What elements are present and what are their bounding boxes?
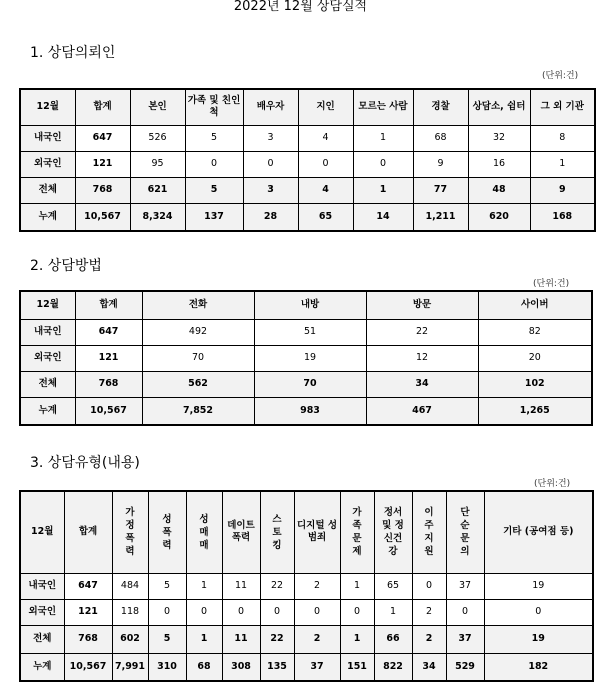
cell: 8 [530,125,595,151]
header-cell: 전화 [142,291,254,319]
row-header: 누계 [20,203,75,231]
cell: 28 [243,203,298,231]
header-cell [340,491,374,573]
row-header: 외국인 [20,599,64,625]
cell: 2 [412,625,446,653]
cell: 10,567 [64,653,112,681]
row-header: 외국인 [20,345,75,371]
cell: 1 [353,177,413,203]
header-cell: 본인 [130,89,185,125]
cell: 1 [374,599,412,625]
table-row [20,345,592,371]
row-header: 외국인 [20,151,75,177]
methods-table [19,290,593,426]
cell: 168 [530,203,595,231]
header-cell [186,491,222,573]
table-row [20,151,595,177]
cell: 5 [148,625,186,653]
cell: 10,567 [75,397,142,425]
cell: 526 [130,125,185,151]
cell: 768 [75,371,142,397]
row-header: 내국인 [20,573,64,599]
cell: 70 [254,371,366,397]
cell: 11 [222,625,260,653]
section-heading-methods: 2. 상담방법 [30,258,102,274]
cell: 0 [298,151,353,177]
header-cell: 배우자 [243,89,298,125]
cell: 37 [446,573,484,599]
cell: 1,265 [478,397,592,425]
cell: 492 [142,319,254,345]
cell: 22 [260,573,294,599]
cell: 0 [243,151,298,177]
cell: 66 [374,625,412,653]
cell: 70 [142,345,254,371]
row-header: 누계 [20,653,64,681]
table-row [20,625,593,653]
cell: 19 [484,573,593,599]
table-row [20,397,592,425]
row-header: 전체 [20,177,75,203]
header-label: 성폭력 [162,513,172,551]
cell: 20 [478,345,592,371]
header-label: 스토킹 [272,513,282,551]
cell: 8,324 [130,203,185,231]
cell: 467 [366,397,478,425]
cell: 1 [186,625,222,653]
cell: 51 [254,319,366,345]
cell: 68 [413,125,468,151]
cell: 11 [222,573,260,599]
cell: 1,211 [413,203,468,231]
cell: 118 [112,599,148,625]
header-cell: 합계 [75,291,142,319]
cell: 529 [446,653,484,681]
cell: 12 [366,345,478,371]
header-cell: 그 외 기관 [530,89,595,125]
cell: 151 [340,653,374,681]
header-label: 가정폭력 [125,507,135,558]
cell: 135 [260,653,294,681]
page-title: 2022년 12월 상담실적 [233,0,368,14]
header-cell: 상담소, 쉼터 [468,89,530,125]
unit-label-3: (단위:건) [534,479,571,489]
row-header: 내국인 [20,125,75,151]
header-cell [260,491,294,573]
cell: 9 [530,177,595,203]
section-heading-types: 3. 상담유형(내용) [30,455,140,471]
header-cell: 내방 [254,291,366,319]
cell: 82 [478,319,592,345]
cell: 48 [468,177,530,203]
unit-label-2: (단위:건) [533,279,570,289]
cell: 484 [112,573,148,599]
cell: 3 [243,125,298,151]
cell: 77 [413,177,468,203]
cell: 19 [254,345,366,371]
row-header: 내국인 [20,319,75,345]
header-label: 정서 및 정신건강 [382,507,404,558]
header-label: 이주지원 [424,507,434,558]
table-header-row [20,491,593,573]
cell: 0 [484,599,593,625]
cell: 37 [294,653,340,681]
row-header: 전체 [20,371,75,397]
cell: 620 [468,203,530,231]
cell: 16 [468,151,530,177]
header-cell: 사이버 [478,291,592,319]
cell: 5 [185,177,243,203]
cell: 10,567 [75,203,130,231]
unit-label-1: (단위:건) [542,71,579,81]
cell: 1 [353,125,413,151]
header-cell: 가족 및 친인척 [185,89,243,125]
header-cell [374,491,412,573]
header-cell: 기타 (공여점 등) [484,491,593,573]
table-header-row [20,291,592,319]
section-heading-clients: 1. 상담의뢰인 [30,45,116,61]
cell: 34 [412,653,446,681]
cell: 0 [148,599,186,625]
table-row [20,653,593,681]
cell: 0 [340,599,374,625]
cell: 0 [222,599,260,625]
cell: 983 [254,397,366,425]
clients-table [19,88,596,232]
cell: 102 [478,371,592,397]
header-cell: 데이트 폭력 [222,491,260,573]
header-cell: 모르는 사람 [353,89,413,125]
cell: 65 [374,573,412,599]
header-cell: 방문 [366,291,478,319]
cell: 7,991 [112,653,148,681]
cell: 822 [374,653,412,681]
row-header: 전체 [20,625,64,653]
cell: 65 [298,203,353,231]
cell: 19 [484,625,593,653]
table-row [20,573,593,599]
cell: 22 [366,319,478,345]
cell: 3 [243,177,298,203]
types-table [19,490,594,682]
cell: 647 [75,319,142,345]
cell: 121 [75,151,130,177]
cell: 0 [412,573,446,599]
header-label: 성매매 [199,513,209,551]
cell: 5 [185,125,243,151]
table-row [20,599,593,625]
header-cell: 디지털 성범죄 [294,491,340,573]
cell: 768 [64,625,112,653]
cell: 1 [340,625,374,653]
cell: 1 [530,151,595,177]
table-header-row [20,89,595,125]
cell: 9 [413,151,468,177]
cell: 5 [148,573,186,599]
table-row [20,177,595,203]
table-row [20,319,592,345]
header-cell: 합계 [75,89,130,125]
cell: 0 [353,151,413,177]
cell: 37 [446,625,484,653]
header-cell: 지인 [298,89,353,125]
header-cell [112,491,148,573]
cell: 4 [298,125,353,151]
cell: 137 [185,203,243,231]
row-header: 누계 [20,397,75,425]
cell: 34 [366,371,478,397]
cell: 562 [142,371,254,397]
cell: 2 [294,625,340,653]
cell: 1 [186,573,222,599]
cell: 14 [353,203,413,231]
cell: 647 [75,125,130,151]
cell: 22 [260,625,294,653]
cell: 647 [64,573,112,599]
table-row [20,203,595,231]
cell: 121 [64,599,112,625]
cell: 621 [130,177,185,203]
cell: 310 [148,653,186,681]
cell: 95 [130,151,185,177]
table-row [20,371,592,397]
cell: 182 [484,653,593,681]
cell: 0 [186,599,222,625]
cell: 768 [75,177,130,203]
cell: 0 [185,151,243,177]
cell: 7,852 [142,397,254,425]
cell: 4 [298,177,353,203]
cell: 68 [186,653,222,681]
header-cell: 12월 [20,491,64,573]
header-cell [412,491,446,573]
cell: 2 [412,599,446,625]
table-row [20,125,595,151]
cell: 1 [340,573,374,599]
cell: 121 [75,345,142,371]
cell: 308 [222,653,260,681]
cell: 602 [112,625,148,653]
header-cell [148,491,186,573]
header-label: 단순문의 [460,507,470,558]
cell: 0 [294,599,340,625]
header-cell: 경찰 [413,89,468,125]
header-label: 가족문제 [352,507,362,558]
cell: 32 [468,125,530,151]
header-cell: 합계 [64,491,112,573]
cell: 0 [260,599,294,625]
cell: 0 [446,599,484,625]
header-cell: 12월 [20,89,75,125]
cell: 2 [294,573,340,599]
header-cell [446,491,484,573]
header-cell: 12월 [20,291,75,319]
